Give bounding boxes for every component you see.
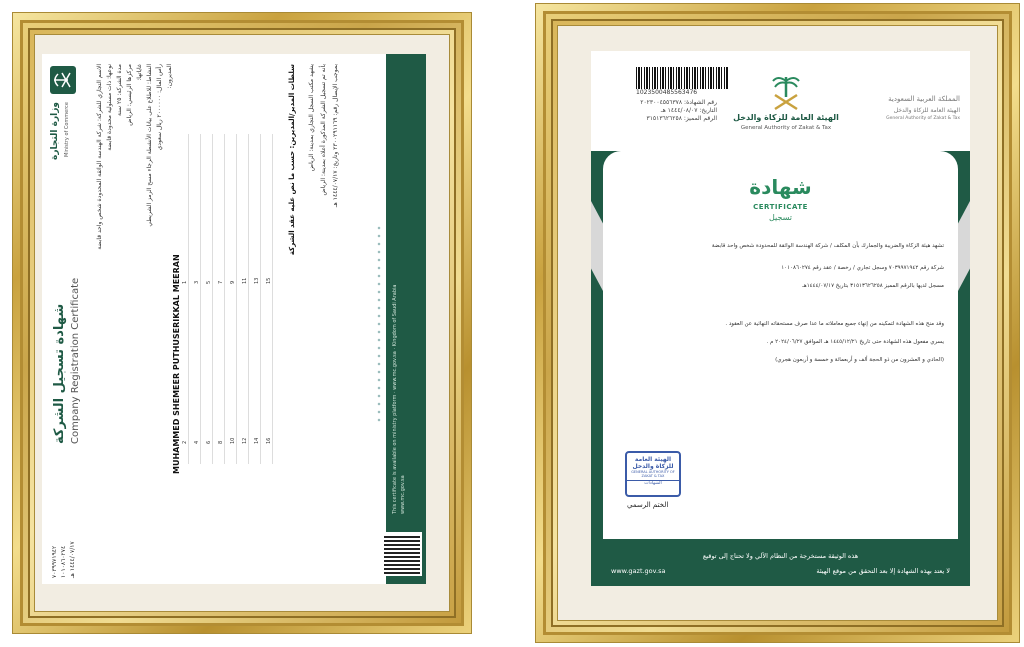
registry-line: بأنه تم تسجيل الشركة المذكورة أعلاه بمدينة: الرياض bbox=[320, 64, 327, 196]
footer-website: www.gazt.gov.sa bbox=[611, 567, 666, 575]
detail-line: مدة الشركة: ٢٥ سنة bbox=[116, 64, 123, 116]
title-arabic: شهادة تسجيل الشركة bbox=[52, 303, 67, 444]
authority-name-english: General Authority of Zakat & Tax bbox=[740, 125, 832, 131]
barcode-icon bbox=[636, 67, 728, 89]
detail-line: النشاط: للاطلاع على بيانات الأنشطة الرجاء مسح الرمز الشريطي bbox=[146, 64, 153, 227]
detail-line: نوعها: ذات مسئولية محدودة قابضة bbox=[106, 64, 113, 151]
kingdom-name: المملكة العربية السعودية bbox=[888, 95, 960, 103]
footer-verify-notice: لا يعتد بهذه الشهادة إلا بعد التحقق من موقع الهيئة bbox=[816, 567, 950, 575]
detail-line: رأس المال: ٢٠٠٠٠٠٠ ريال سعودي bbox=[156, 64, 163, 151]
authority-stamp: الهيئة العامة للزكاة والدخل GENERAL AUTHORITY OF ZAKAT & TAX الشهادات bbox=[625, 451, 681, 497]
certificate-body-line: وقد منح هذه الشهادة لتمكينه من إنهاء جميع معاملاته ما عدا صرف مستحقاته النهائية عن العقود . bbox=[725, 321, 944, 327]
certificate-body-line: يسري مفعول هذه الشهادة حتى تاريخ ١٤٤٥/١٢/٢١ هـ الموافق ٢٠٢٤/٠٦/٢٧ م . bbox=[766, 339, 944, 345]
manager-authority-line: سلطات المدير/المديرين: حسب ما نص عليه عقد الشركة bbox=[288, 64, 296, 256]
certificate-body-line: (الحادي و العشرون من ذو الحجة ألف و أربعمائة و خمسة و أربعون هجري) bbox=[775, 357, 944, 363]
document-footer-bar: This certificate is available on ministry platform · www.mc.gov.sa · Kingdom of Saudi Arabia www.mc.gov.sa bbox=[386, 54, 426, 584]
certificate-references: رقم الشهادة: ٢٠٢٣٠٠٤٥٥٦٣٧٨ التاريخ: ١٤٤٤/٠٨/٠٧ هـ الرقم المميز: ٣١٥١٣٦٢٦٢٥٨ bbox=[640, 99, 717, 122]
title-english: Company Registration Certificate bbox=[70, 277, 81, 444]
qr-code-icon bbox=[382, 532, 422, 576]
authority-name-arabic: الهيئة العامة للزكاة والدخل bbox=[733, 113, 839, 122]
top-reference-numbers: ٧٠٣٩٩٧١٩٤٢ ١٠١٠٨٦٠٢٧٤ ١٤٤٤/٠٧/١٧ هـ bbox=[51, 541, 76, 578]
certificate-card bbox=[603, 151, 958, 539]
manager-name: MUHAMMED SHEMEER PUTHUSERIKKAL MEERAN bbox=[172, 254, 181, 474]
registration-label: تسجيل bbox=[769, 213, 792, 222]
detail-line: غاياتها: bbox=[136, 64, 143, 81]
official-seal-label: الختم الرسمي bbox=[627, 501, 669, 509]
palm-swords-emblem-icon bbox=[769, 73, 803, 113]
authority-name-english-small: General Authority of Zakat & Tax bbox=[886, 116, 960, 121]
detail-line: المديرون: bbox=[166, 64, 173, 89]
certificate-body-line: مسجل لديها بالرقم المميز ٣١٥١٣٦٢٦٢٥٨ بتاريخ ١٤٤٤/٠٧/١٧هـ bbox=[802, 283, 944, 289]
certificate-title-arabic: شهادة bbox=[749, 175, 812, 199]
receipt-line: بموجب الإيصال رقم: ٢٣٠٠٢٩١١٦٩ وتاريخ: ١٤٤٤/٠٧/١٧ هـ bbox=[332, 64, 339, 208]
authority-name-arabic-small: الهيئة العامة للزكاة والدخل bbox=[893, 107, 960, 114]
barcode-number: 1023500485563476 bbox=[636, 89, 698, 96]
footer-notice: هذه الوثيقة مستخرجة من النظام الآلي ولا تحتاج إلى توقيع bbox=[702, 552, 859, 560]
footer-text: This certificate is available on ministry platform · www.mc.gov.sa · Kingdom of Saudi Arabia bbox=[392, 284, 398, 514]
ministry-emblem-icon bbox=[48, 62, 78, 98]
certificate-title-english: CERTIFICATE bbox=[753, 203, 808, 211]
detail-line: الاسم التجاري للشركة: شركة الهندسة الواثقة المحدودة شخص واحد قابضة bbox=[96, 64, 103, 250]
zakat-tax-certificate bbox=[591, 51, 970, 586]
registry-line: يشهد مكتب السجل التجاري بمدينة: الرياض bbox=[308, 64, 315, 172]
detail-line: مركزها الرئيسي: الرياض bbox=[126, 64, 133, 126]
company-registration-certificate: ٧٠٣٩٩٧١٩٤٢ ١٠١٠٨٦٠٢٧٤ ١٤٤٤/٠٧/١٧ هـ شهادة تسجيل الشركة Company Registration Certificate وزارة التجارة Ministry of Commerce الاسم التجاري للشركة: شركة الهندسة الواثقة المحدودة شخص واحد قابضة نوعها: ذات مسئولية محدودة قابضة مدة الشركة: ٢٥ سنة مركزها الرئيسي: الرياض غاياتها: النشاط: للاطلاع على بيانات الأنشطة الرجاء مسح الرمز الشريطي رأس المال: ٢٠٠٠٠٠٠ ريال سعودي المديرون: MUHAMMED SHEMEER PUTHUSERIKKAL MEERAN 1 2 3 4 5 6 7 8 9 10 11 12 13 14 15 16 سلطات المدير/المديرين: حسب ما نص عليه عقد الشركة يشهد مكتب السجل التجاري بمدينة: الرياض بأنه تم تسجيل الشركة المذكورة أعلاه بمدينة: الرياض بموجب الإيصال رقم: ٢٣٠٠٢٩١١٦٩ وتاريخ: ١٤٤٤/٠٧/١٧ هـ This certificate is available on ministry platform · www.mc.gov.sa · Kingdom of Saudi Arabia www.mc.gov.sa bbox=[42, 54, 426, 584]
certificate-body-line: شركة رقم ٧٠٣٩٩٧١٩٤٢ وسجل تجاري / رخصة / عقد رقم ١٠١٠٨٦٠٢٧٤ bbox=[781, 265, 944, 271]
certificate-body-line: تشهد هيئة الزكاة والضريبة والجمارك بأن المكلف / شركة الهندسة الواثقة للمحدودة شخص واحد قابضة bbox=[711, 243, 944, 249]
ministry-name-english: Ministry of Commerce bbox=[64, 102, 70, 157]
ministry-name-arabic: وزارة التجارة bbox=[50, 102, 60, 160]
